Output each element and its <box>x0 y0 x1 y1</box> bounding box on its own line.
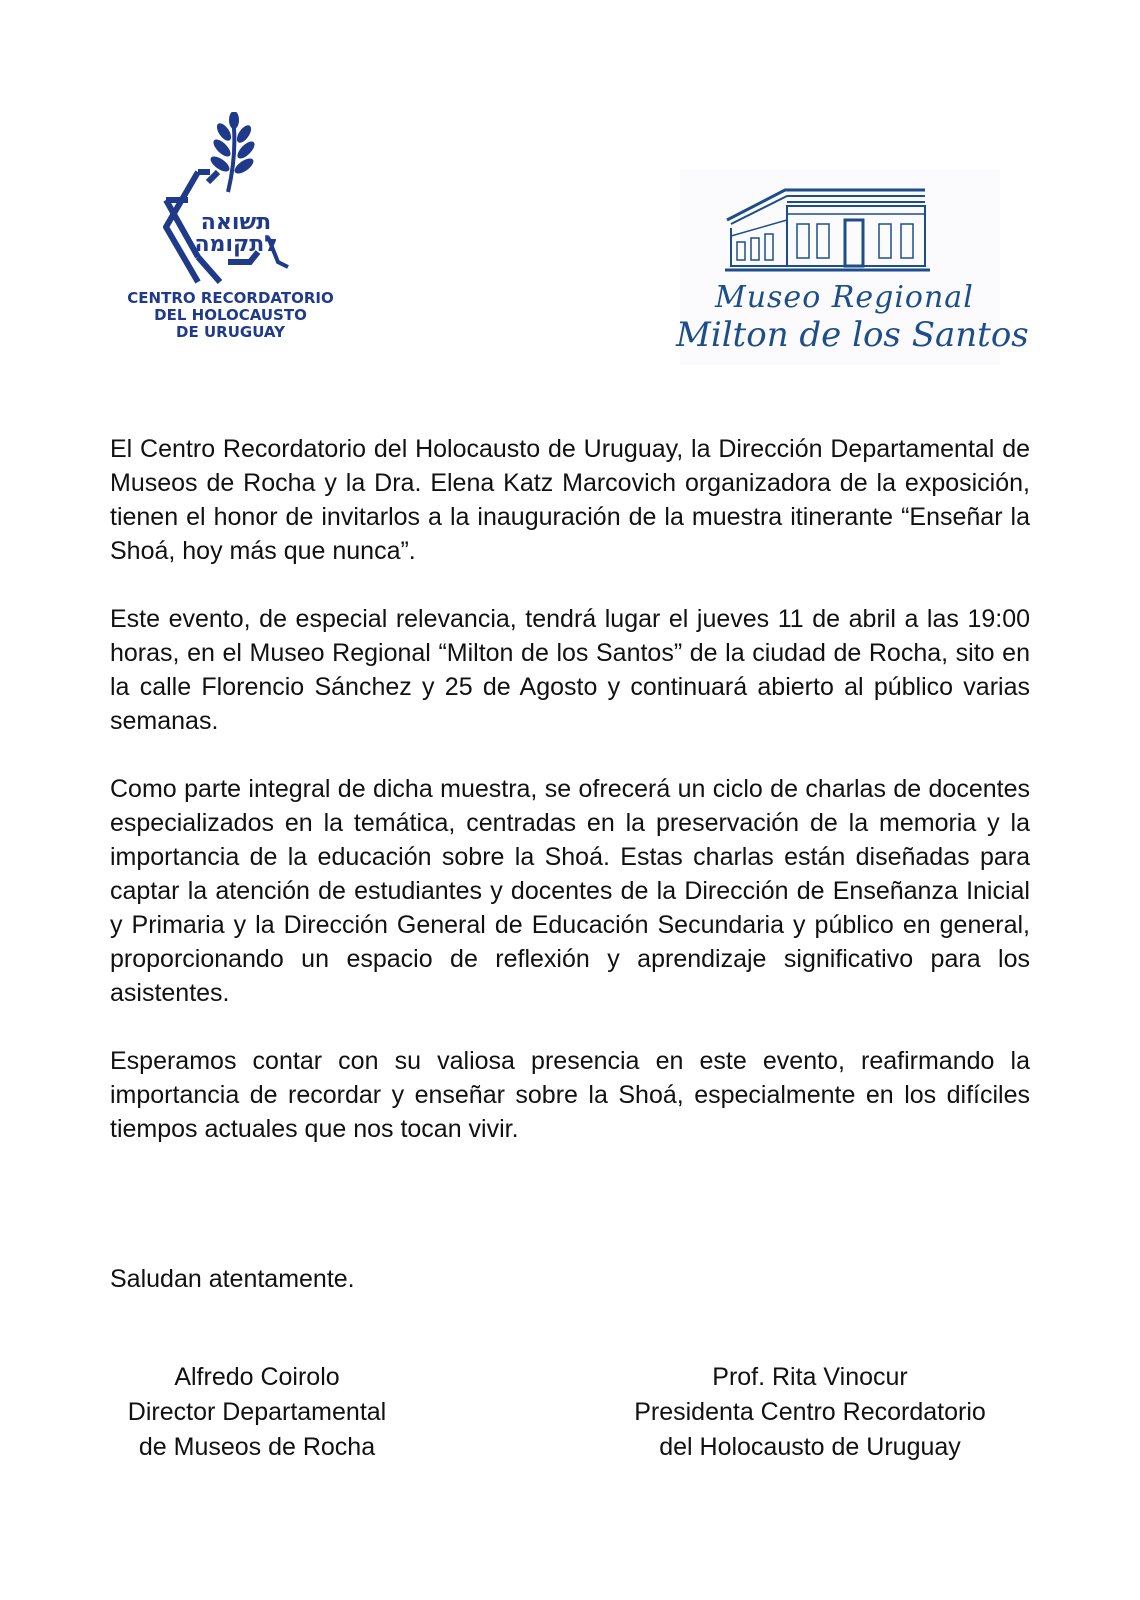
body-paragraph-1: El Centro Recordatorio del Holocausto de Uruguay, la Dirección Departamental de Museos de Rocha y la Dra. Elena Katz Marcovich organizadora de la exposición, tienen el honor de invitarlos a la inauguración de la muestra itinerante “Enseñar la Shoá, hoy más que nunca”. <box>110 435 1030 565</box>
star-branch-emblem-icon <box>158 112 308 287</box>
signature-name: Alfredo Coirolo <box>174 1363 340 1391</box>
signature-title: Presidenta Centro Recordatorio <box>634 1398 986 1426</box>
museum-script-line1: Museo Regional <box>715 280 974 315</box>
logo-caption-line: DEL HOLOCAUSTO <box>154 306 307 324</box>
letter-body <box>110 432 1030 1180</box>
body-paragraph-3: Como parte integral de dicha muestra, se ofrecerá un ciclo de charlas de docentes especializados en la temática, centradas en la preservación de la memoria y la importancia de la educación sobre la Shoá. Estas charlas están diseñadas para captar la atención de estudiantes y docentes de la Dirección de Enseñanza Inicial y Primaria y la Dirección General de Educación Secundaria y público en general, proporcionando un espacio de reflexión y aprendizaje significativo para los asistentes. <box>110 775 1030 1007</box>
signature-left <box>102 1360 412 1465</box>
body-paragraph-2: Este evento, de especial relevancia, tendrá lugar el jueves 11 de abril a las 19:00 horas, en el Museo Regional “Milton de los Santos” de la ciudad de Rocha, sito en la calle Florencio Sánchez y 25 de Agosto y continuará abierto al público varias semanas. <box>110 605 1030 735</box>
logo-caption-line: CENTRO RECORDATORIO <box>127 289 334 307</box>
museum-logo <box>676 170 1029 365</box>
signature-right <box>590 1360 1030 1465</box>
signature-title: de Museos de Rocha <box>138 1433 376 1461</box>
signature-title: Director Departamental <box>127 1398 387 1426</box>
signature-name: Prof. Rita Vinocur <box>712 1363 908 1391</box>
closing-salutation: Saludan atentamente. <box>110 1265 355 1293</box>
museum-script-line2: Milton de los Santos <box>676 315 1029 355</box>
museum-building-icon <box>725 180 930 272</box>
body-paragraph-4: Esperamos contar con su valiosa presencia en este evento, reafirmando la importancia de recordar y enseñar sobre la Shoá, especialmente en los difíciles tiempos actuales que nos tocan vivir. <box>110 1047 1030 1143</box>
holocaust-center-logo <box>118 112 343 352</box>
hebrew-title-line2: לתקומה <box>194 232 278 257</box>
hebrew-title-line1: תשואה <box>200 210 272 235</box>
logo-caption-line: DE URUGUAY <box>176 323 285 341</box>
signature-title: del Holocausto de Uruguay <box>659 1433 961 1461</box>
logo-caption <box>118 290 343 341</box>
